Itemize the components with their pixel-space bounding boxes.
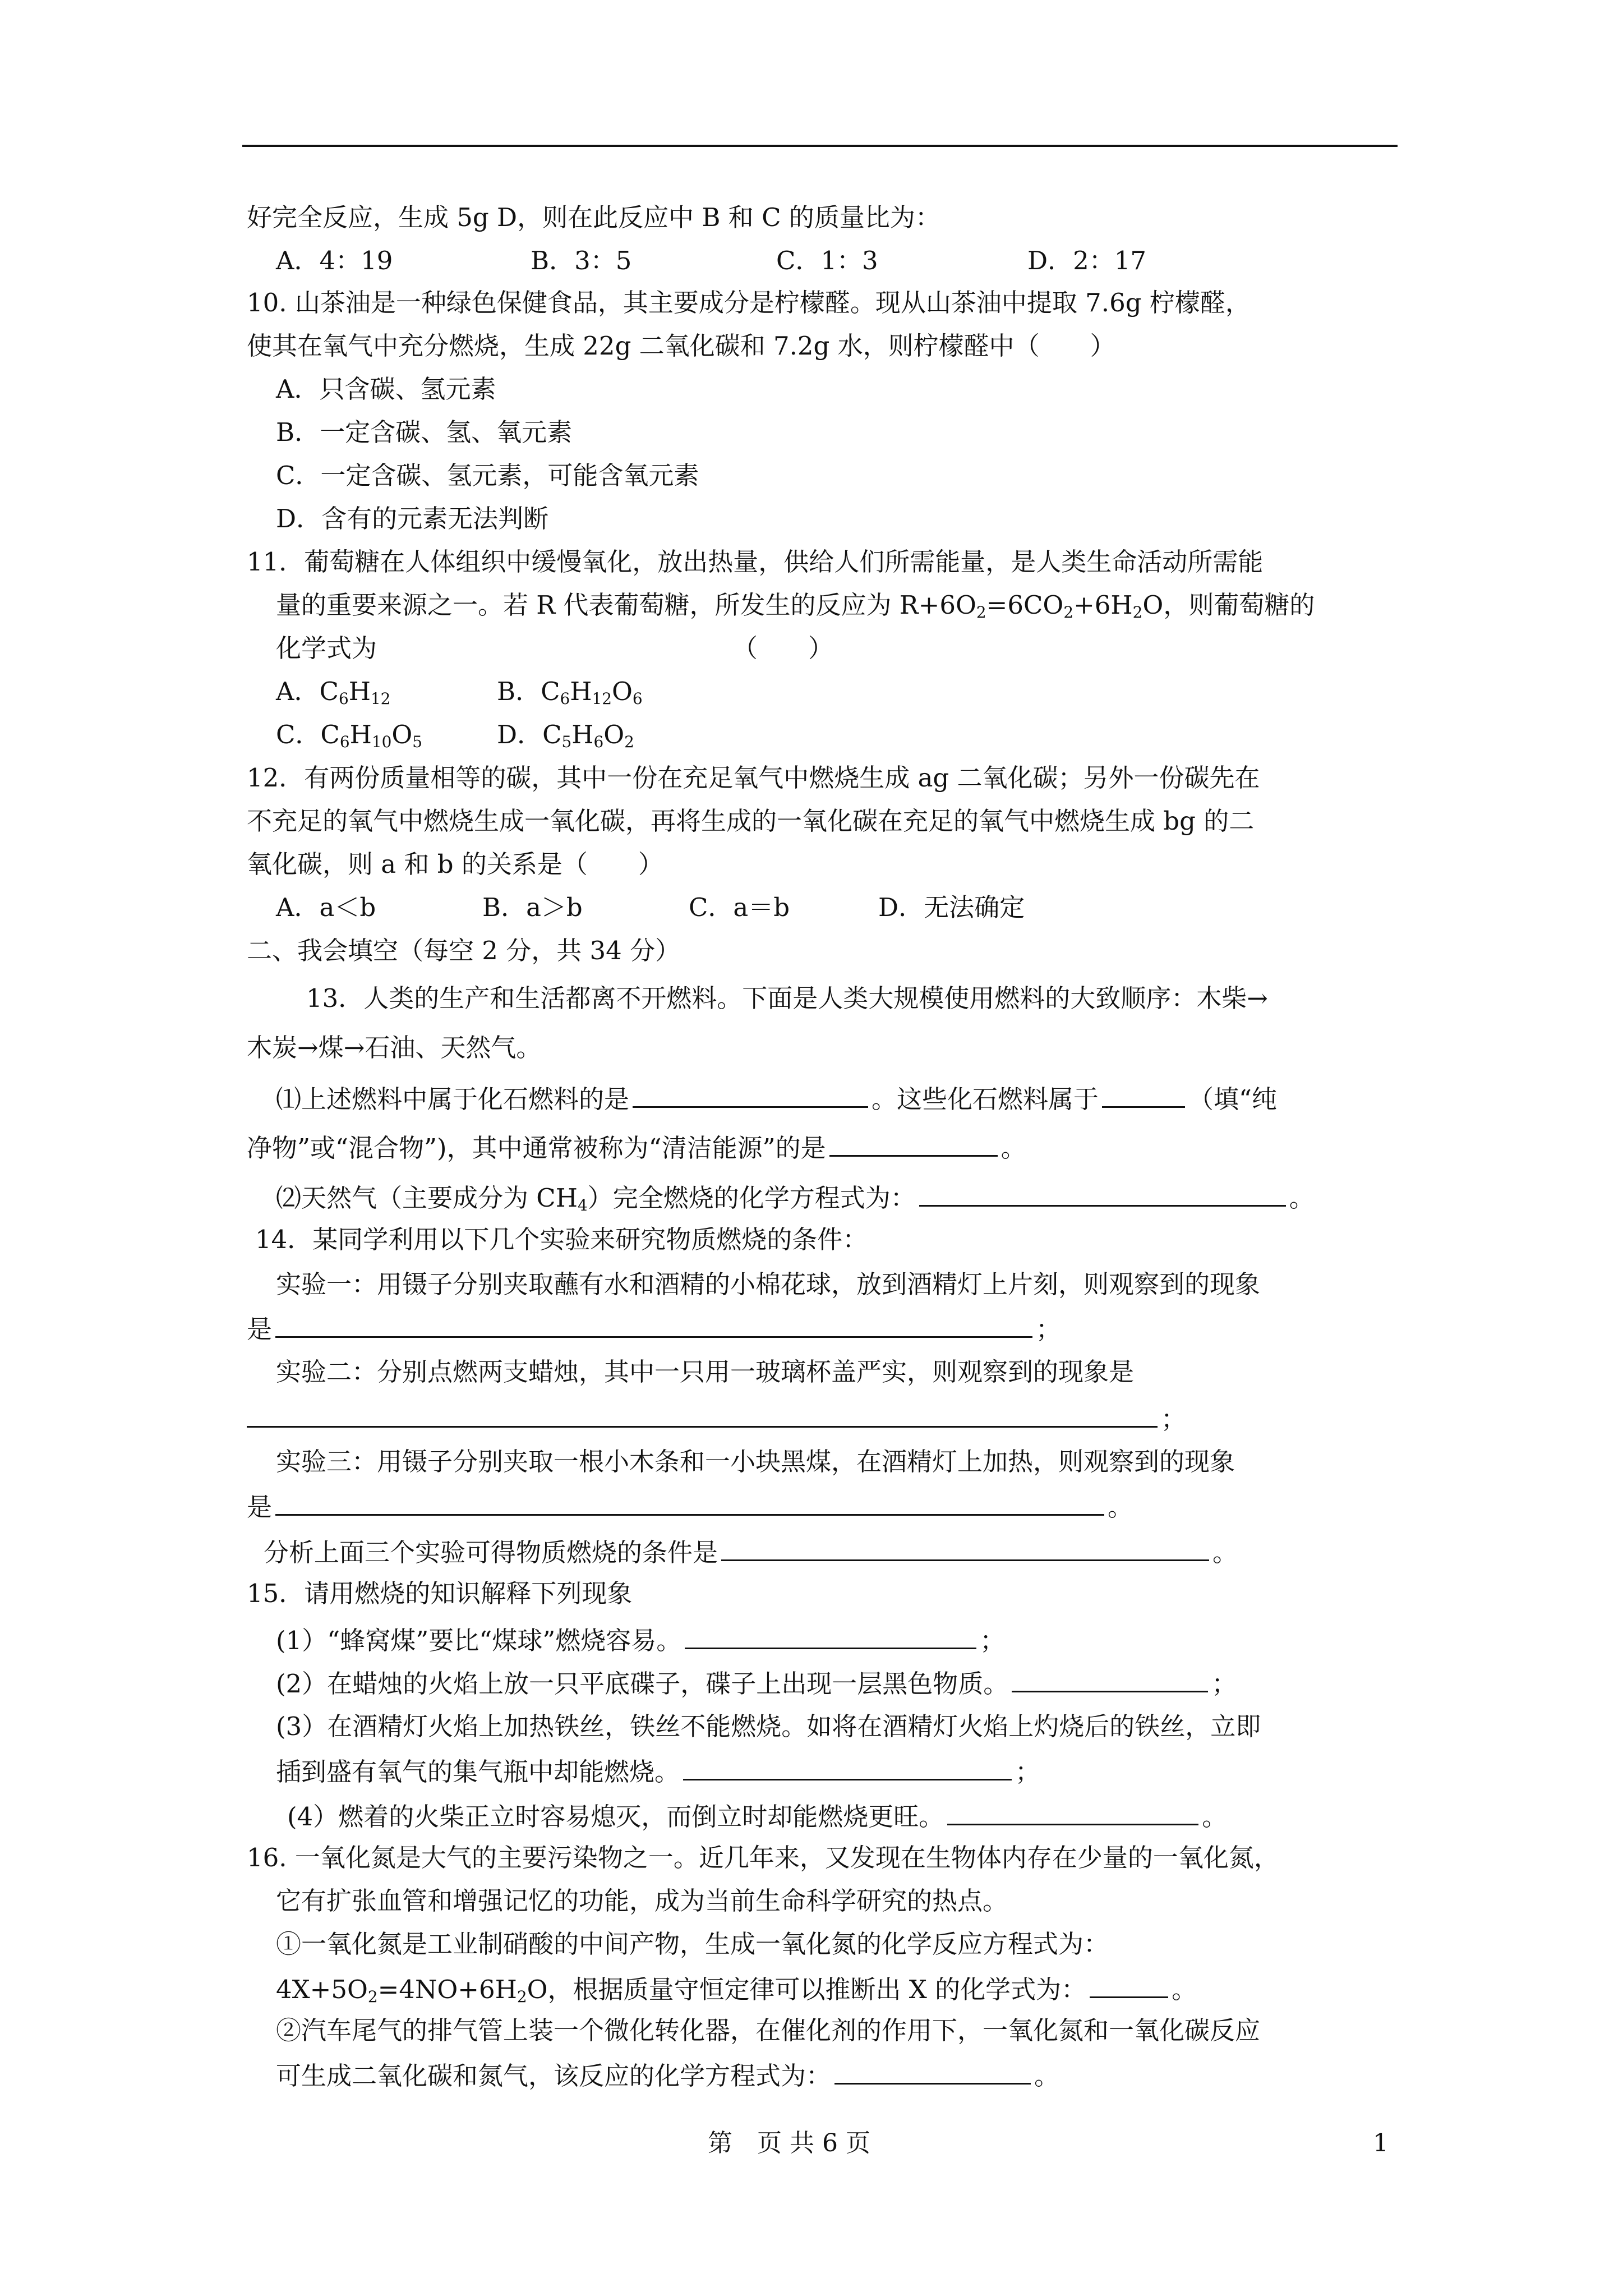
q12-stem-2: 不充足的氧气中燃烧生成一氧化碳，再将生成的一氧化碳在充足的氧气中燃烧生成 bg 的二	[247, 806, 1255, 836]
q9-option-b: B．3：5	[531, 246, 632, 275]
q11-option-b: B．$C_6H_{12}O_6$	[497, 677, 643, 708]
q16-part-1: ①一氧化氮是工业制硝酸的中间产物，生成一氧化氮的化学反应方程式为：	[276, 1929, 1109, 1959]
q14-conclusion: 分析上面三个实验可得物质燃烧的条件是 。	[264, 1535, 1238, 1568]
q9-option-c: C．1：3	[776, 246, 878, 275]
answer-blank[interactable]	[685, 1623, 976, 1649]
answer-blank[interactable]	[1090, 1972, 1168, 1998]
q14-exp1: 实验一：用镊子分别夹取蘸有水和酒精的小棉花球，放到酒精灯上片刻，则观察到的现象	[276, 1269, 1261, 1299]
q12-option-d: D．无法确定	[878, 892, 1025, 922]
answer-blank[interactable]	[1012, 1666, 1208, 1692]
q15-part-2: (2）在蜡烛的火焰上放一只平底碟子，碟子上出现一层黑色物质。 ；	[276, 1666, 1237, 1700]
q14-exp3-answer: 是 。	[247, 1489, 1133, 1523]
q11-option-c: C．$C_6H_{10}O_5$	[276, 720, 423, 751]
answer-blank[interactable]	[275, 1312, 1032, 1338]
q12-option-b: B．a＞b	[482, 892, 583, 922]
q15-part-4: (4）燃着的火柴正立时容易熄灭，而倒立时却能燃烧更旺。 。	[287, 1799, 1227, 1833]
q16-part-2: ②汽车尾气的排气管上装一个微化转化器，在催化剂的作用下，一氧化氮和一氧化碳反应	[276, 2016, 1261, 2045]
answer-blank[interactable]	[275, 1489, 1104, 1516]
answer-blank[interactable]	[683, 1754, 1012, 1780]
q14-exp3: 实验三：用镊子分别夹取一根小木条和一小块黑煤，在酒精灯上加热，则观察到的现象	[276, 1447, 1235, 1476]
q15-part-3: (3）在酒精灯火焰上加热铁丝，铁丝不能燃烧。如将在酒精灯火焰上灼烧后的铁丝，立即	[276, 1711, 1261, 1741]
q14-stem: 14．某同学利用以下几个实验来研究物质燃烧的条件：	[255, 1225, 868, 1254]
q10-option-d: D．含有的元素无法判断	[276, 504, 549, 533]
q15-stem: 15．请用燃烧的知识解释下列现象	[247, 1579, 633, 1608]
q10-option-c: C．一定含碳、氢元素，可能含氧元素	[276, 461, 699, 490]
answer-blank[interactable]	[1102, 1082, 1185, 1108]
answer-blank[interactable]	[721, 1535, 1209, 1561]
answer-blank[interactable]	[829, 1130, 998, 1157]
q13-stem-1: 13．人类的生产和生活都离不开燃料。下面是人类大规模使用燃料的大致顺序：木柴→	[306, 983, 1268, 1013]
q9-continuation: 好完全反应，生成 5g D，则在此反应中 B 和 C 的质量比为：	[247, 203, 940, 232]
q15-part-1: (1）“蜂窝煤”要比“煤球”燃烧容易。 ；	[276, 1623, 1005, 1657]
q11-option-d: D．$C_5H_6O_2$	[497, 720, 634, 751]
q9-option-d: D．2：17	[1027, 246, 1146, 275]
q13-stem-2: 木炭→煤→石油、天然气。	[247, 1033, 542, 1062]
q16-stem-2: 它有扩张血管和增强记忆的功能，成为当前生命科学研究的热点。	[276, 1886, 1008, 1916]
q13-part-1: ⑴上述燃料中属于化石燃料的是 。这些化石燃料属于 （填“纯	[276, 1082, 1277, 1115]
q16-part-2-cont: 可生成二氧化碳和氮气，该反应的化学方程式为： 。	[276, 2058, 1059, 2092]
q10-stem-2: 使其在氧气中充分燃烧，生成 22g 二氧化碳和 7.2g 水，则柠檬醛中（ ）	[247, 331, 1115, 361]
answer-blank[interactable]	[947, 1799, 1198, 1825]
answer-blank[interactable]	[834, 2058, 1031, 2085]
q12-stem-3: 氧化碳，则 a 和 b 的关系是（ ）	[247, 849, 663, 879]
q10-stem-1: 10. 山茶油是一种绿色保健食品，其主要成分是柠檬醛。现从山茶油中提取 7.6g 柠檬醛，	[247, 288, 1251, 318]
q13-part-2: ⑵天然气（主要成分为 $CH_4$）完全燃烧的化学方程式为： 。	[276, 1180, 1315, 1214]
answer-blank[interactable]	[633, 1082, 868, 1108]
q10-option-a: A．只含碳、氢元素	[276, 374, 496, 404]
q13-part-1-cont: 净物”或“混合物”)，其中通常被称为“清洁能源”的是 。	[247, 1130, 1026, 1164]
q9-option-a: A．4：19	[276, 246, 393, 275]
q11-answer-paren: （ ）	[732, 633, 834, 663]
q14-exp2-answer: ；	[247, 1401, 1186, 1435]
q12-stem-1: 12．有两份质量相等的碳，其中一份在充足氧气中燃烧生成 ag 二氧化碳；另外一份碳先在	[247, 763, 1260, 793]
q14-exp1-answer: 是 ；	[247, 1312, 1061, 1345]
section-2-heading: 二、我会填空（每空 2 分，共 34 分）	[247, 936, 681, 965]
q15-part-3-cont: 插到盛有氧气的集气瓶中却能燃烧。 ；	[276, 1754, 1040, 1788]
q12-option-a: A．a＜b	[276, 892, 376, 922]
q10-option-b: B．一定含碳、氢、氧元素	[276, 417, 573, 447]
page-footer-label: 第 页 共 6 页	[708, 2129, 870, 2157]
answer-blank[interactable]	[247, 1401, 1158, 1428]
header-rule	[242, 145, 1398, 147]
q14-exp2: 实验二：分别点燃两支蜡烛，其中一只用一玻璃杯盖严实，则观察到的现象是	[276, 1357, 1135, 1387]
q11-stem-2: 量的重要来源之一。若 R 代表葡萄糖，所发生的反应为 $R+6O_2=6CO_2+6H_2O$，则葡萄糖的	[276, 590, 1315, 622]
page-number: 1	[1373, 2129, 1389, 2157]
answer-blank[interactable]	[919, 1180, 1286, 1207]
q11-stem-3: 化学式为	[276, 633, 377, 663]
q12-option-c: C．a＝b	[689, 892, 790, 922]
q16-part-1-equation: $4X+5O_2=4NO+6H_2O$，根据质量守恒定律可以推断出 X 的化学式为： 。	[276, 1972, 1197, 2005]
q16-stem-1: 16. 一氧化氮是大气的主要污染物之一。近几年来，又发现在生物体内存在少量的一氧化氮，	[247, 1843, 1279, 1872]
q11-stem-1: 11．葡萄糖在人体组织中缓慢氧化，放出热量，供给人们所需能量，是人类生命活动所需能	[247, 547, 1264, 577]
q11-option-a: A．$C_6H_{12}$	[276, 677, 391, 708]
